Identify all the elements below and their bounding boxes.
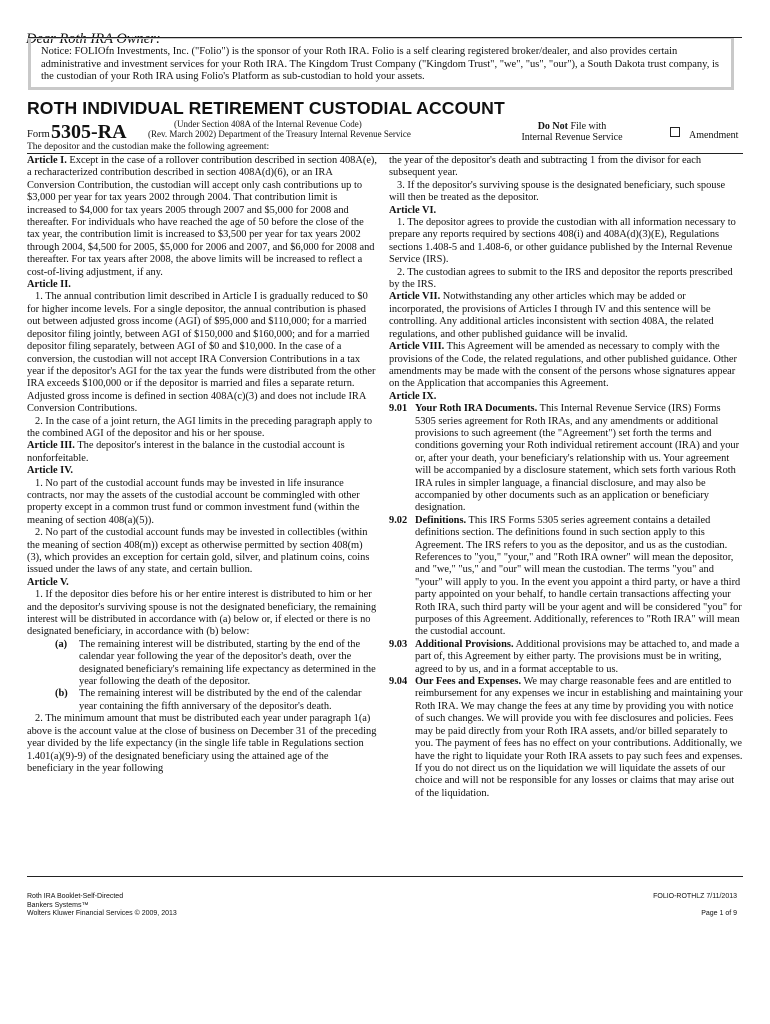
amendment-checkbox[interactable] (670, 127, 680, 137)
form-number: 5305-RA (51, 121, 127, 143)
footer-booklet: Roth IRA Booklet-Self-Directed (27, 893, 124, 900)
article-heading: Article V. (27, 576, 69, 588)
numbered-paragraph: 1. If the depositor dies before his or her entire interest is distributed to him or her and the depositor's surviving spouse is not the designated beneficiary, the remaining interest will be distributed in accordance with (a) below or, if elected or there is no designated beneficiary, in accordance with (b) below: (27, 589, 377, 638)
sub-paragraph-text: The remaining interest will be distributed by the end of the calendar year containing the fifth anniversary of the depositor's death. (79, 688, 362, 712)
article-heading: Article VII. (389, 291, 441, 303)
form-revision: (Rev. March 2002) Department of the Treasury Internal Revenue Service (148, 129, 411, 139)
do-not-file-notice (513, 121, 631, 143)
footer-form-id: FOLIO-ROTHLZ 7/11/2013 (653, 893, 737, 900)
numbered-paragraph: 1. No part of the custodial account funds may be invested in life insurance contracts, nor may the assets of the custodial account be commingled with other property except in a common trust fund or common investment fund (within the meaning of section 408(a)(5)). (27, 477, 360, 526)
irs-label: Internal Revenue Service (521, 132, 623, 143)
article-heading: Article IX. (389, 390, 437, 402)
article-text: The depositor's interest in the balance in the custodial account is nonforfeitable. (27, 440, 345, 464)
article-heading: Article II. (27, 279, 71, 291)
section-text: Additional provisions may be attached to, and made a part of, this Agreement by either party. The provisions must be in writing, agreed to by us, and in a format acceptable to us. (415, 638, 740, 675)
section-heading: Definitions. (415, 514, 467, 526)
section-number: 9.03 (389, 638, 408, 650)
numbered-paragraph: 2. No part of the custodial account funds may be invested in collectibles (within the meaning of section 408(m)) except as otherwise permitted by section 408(m)(3), which provides an exception for certain gold, silver, and platinum coins, coins issued under the laws of any state, and certain bullion. (27, 527, 370, 576)
footer-bankers: Bankers Systems™ (27, 901, 89, 909)
header-rule (27, 153, 743, 154)
footer-left (27, 893, 177, 919)
article-text: Notwithstanding any other articles which may be added or incorporated, the provisions of Articles I through IV and this sentence will be controlling. Any additional articles inconsistent with section 408A, the related regulations, and other published guidance will be invalid. (389, 291, 714, 340)
sub-paragraph-label: (b) (55, 688, 68, 700)
sub-paragraph (27, 688, 377, 713)
form-line (27, 118, 743, 142)
section-body (415, 515, 743, 639)
article-text: This Agreement will be amended as necessary to comply with the provisions of the Code, the related regulations, and other published guidance. Other amendments may be made with the consent of the persons whose signatures appear on the Application that accompanies this Agreement. (389, 341, 737, 390)
numbered-paragraph: 1. The depositor agrees to provide the custodian with all information necessary to prepare any reports required by sections 408(i) and 408A(d)(3)(E), Regulations sections 1.408-5 and 1.408-6, or other guidance published by the Internal Revenue Service (IRS). (389, 217, 736, 266)
left-column (27, 155, 377, 775)
section-paragraph (389, 639, 743, 676)
do-not-bold: Do Not (537, 121, 568, 132)
section-text: This Internal Revenue Service (IRS) Forms 5305 series agreement for Roth IRAs, and any amendments or additional provisions to such agreement (the "Agreement") set forth the terms and conditions governing your Roth individual retirement account (IRA) and your or, after your death, your beneficiary's relationship with us. Your agreement will be accompanied by a disclosure statement, which sets forth various Roth IRA rules in simpler language, a financial disclosure, and may also be accompanied by other documents such as an application or beneficiary designation. (415, 403, 740, 514)
sub-paragraph (27, 639, 377, 689)
section-heading: Your Roth IRA Documents. (415, 403, 538, 415)
intro-text: The depositor and the custodian make the following agreement: (27, 142, 270, 152)
sub-paragraph-label: (a) (55, 638, 68, 650)
article-paragraph (389, 291, 743, 341)
continued-paragraph: the year of the depositor's death and subtracting 1 from the divisor for each subsequent year. (389, 155, 702, 179)
right-column (389, 155, 743, 800)
section-heading: Additional Provisions. (415, 638, 514, 650)
article-heading: Article IV. (27, 465, 73, 477)
article-heading: Article VI. (389, 204, 437, 216)
footer-copyright: Wolters Kluwer Financial Services © 2009, 2013 (27, 910, 177, 918)
article-paragraph (27, 440, 377, 465)
salutation: Dear Roth IRA Owner: (26, 31, 161, 47)
do-not-rest: File with (570, 121, 607, 132)
article-paragraph (27, 155, 377, 279)
form-word: Form (27, 129, 50, 140)
section-number: 9.02 (389, 514, 408, 526)
section-number: 9.01 (389, 403, 408, 415)
numbered-paragraph: 2. In the case of a joint return, the AGI limits in the preceding paragraph apply to the combined AGI of the depositor and his or her spouse. (27, 415, 373, 439)
article-text: Except in the case of a rollover contribution described in section 408A(e), a recharacterized contribution described in section 408A(d)(6), or an IRA Conversion Contribution, the custodian will accept only cash contributions up to $3,000 per year for tax years 2002 through 2004. That contribution limit is increased to $4,000 for tax years 2005 through 2007 and $5,000 for 2008 and thereafter. For individuals who have reached the age of 50 before the close of the tax year, the contribution limit is increased to $3,500 per year for tax years 2002 through 2004, $4,500 for 2005, $5,000 for 2006 and 2007, and $6,000 for 2008 and thereafter. For tax years after 2008, the above limits will be increased to reflect a cost-of-living adjustment, if any. (27, 155, 377, 278)
amendment-label: Amendment (689, 130, 739, 141)
notice-box (28, 38, 734, 90)
numbered-paragraph: 3. If the depositor's surviving spouse is the designated beneficiary, such spouse will then be treated as the depositor. (389, 179, 726, 204)
footer-page-number: Page 1 of 9 (701, 910, 737, 917)
section-paragraph (389, 676, 743, 800)
section-text: We may charge reasonable fees and are entitled to reimbursement for any expenses we incur in establishing and maintaining your Roth IRA. We may change the fees at any time by providing you with notice of such changes. We will provide you with fee disclosures and policies. Fees may be paid directly from your Roth IRA assets, and/or billed separately to you. The payment of fees has no effect on your contributions. Additionally, we have the right to liquidate your Roth IRA assets to pay such fees and expenses. If you do not direct us on the liquidation we will liquidate the assets of our choice and will not be responsible for any losses or claims that may arise out of the liquidation. (415, 676, 743, 799)
section-body (415, 676, 743, 800)
sub-paragraph-text: The remaining interest will be distributed, starting by the end of the calendar year following the year of the depositor's death, over the designated beneficiary's remaining life expectancy as determined in the year following the death of the depositor. (79, 638, 376, 688)
section-text: This IRS Forms 5305 series agreement contains a detailed definitions section. The definitions found in such section apply to this Agreement. The IRS refers to you as the depositor, and us as the custodian. References to "you," "your," and "Roth IRA owner" will mean the depositor, and "we," "us," and "our" will mean the custodian. The terms "you" and "your" will apply to you. In the event you appoint a third party, or have a third party appointed on your behalf, to handle certain transactions affecting your Roth IRA, such third party will be your agent and will be considered "you" for purposes of this Agreement. Additionally, references to "Roth IRA" will mean the custodial account. (415, 514, 742, 638)
footer-rule (27, 876, 743, 877)
section-body (415, 403, 743, 515)
numbered-paragraph: 2. The custodian agrees to submit to the IRS and depositor the reports prescribed by the IRS. (389, 266, 733, 291)
article-heading: Article III. (27, 440, 75, 452)
numbered-paragraph: 1. The annual contribution limit described in Article I is gradually reduced to $0 for higher income levels. For a single depositor, the annual contribution is phased out between adjusted gross income (AGI) of $95,000 and $110,000; for a married depositor filing jointly, between AGI of $150,000 and $160,000; and for a married depositor filing separately, between AGI of $0 and $10,000. In the case of a conversion, the custodian will not accept IRA Conversion Contributions in a tax year if the depositor's AGI for the tax year the funds were distributed from the other IRA exceeds $100,000 or if the depositor is married and files a separate return. Adjusted gross income is defined in section 408A(c)(3) and does not include IRA Conversion Contributions. (27, 291, 376, 415)
section-heading: Our Fees and Expenses. (415, 676, 522, 688)
section-paragraph (389, 403, 743, 515)
article-paragraph (389, 341, 743, 391)
section-paragraph (389, 515, 743, 639)
article-heading: Article I. (27, 155, 67, 166)
section-body (415, 639, 743, 676)
document-title: ROTH INDIVIDUAL RETIREMENT CUSTODIAL ACCOUNT (27, 98, 505, 118)
section-number: 9.04 (389, 676, 408, 688)
numbered-paragraph: 2. The minimum amount that must be distributed each year under paragraph 1(a) above is the account value at the close of business on December 31 of the preceding year divided by the life expectancy (in the single life table in Regulations section 1.401(a)(9)-9) of the designated beneficiary using the attained age of the beneficiary in the year following (27, 713, 377, 774)
form-under-section: (Under Section 408A of the Internal Revenue Code) (174, 119, 362, 129)
article-heading: Article VIII. (389, 341, 445, 353)
notice-text: Notice: FOLIOfn Investments, Inc. ("Folio") is the sponsor of your Roth IRA. Folio is a self clearing registered broker/dealer, and also provides certain administrative and investment services for your Roth IRA. The Kingdom Trust Company ("Kingdom Trust", "we", "us", "our"), a South Dakota trust company, is the custodian of your Roth IRA using Folio's Platform as sub-custodian to hold your assets. (41, 46, 719, 83)
